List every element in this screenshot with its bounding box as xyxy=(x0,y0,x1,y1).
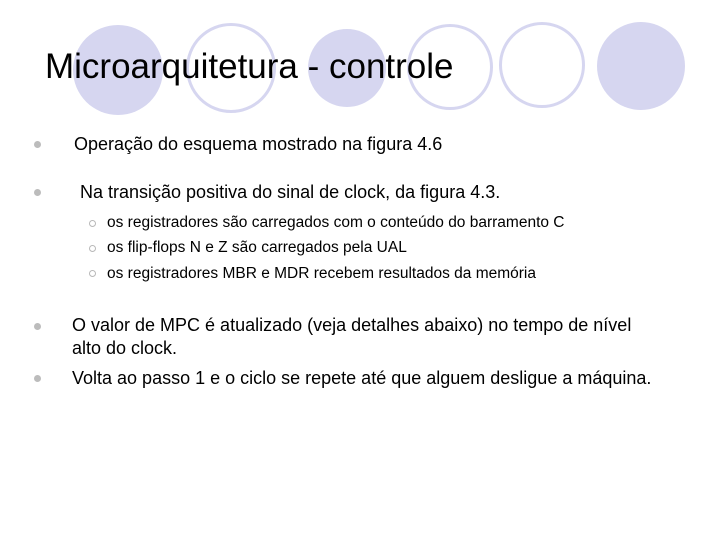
sub-bullet-text: os flip-flops N e Z são carregados pela UAL xyxy=(107,239,407,256)
slide-title: Microarquitetura - controle xyxy=(45,47,454,86)
bullet-dot-icon xyxy=(34,189,41,196)
sub-bullet-text: os registradores MBR e MDR recebem resultados da memória xyxy=(107,265,536,282)
bullet-dot-icon xyxy=(34,141,41,148)
sub-bullet-circle-icon xyxy=(89,220,96,227)
bullet-text: Operação do esquema mostrado na figura 4.6 xyxy=(74,134,443,154)
bullet-text: O valor de MPC é atualizado (veja detalhes abaixo) no tempo de nível alto do clock. xyxy=(72,315,632,358)
bullet-dot-icon xyxy=(34,375,41,382)
sub-bullet-circle-icon xyxy=(89,270,96,277)
bullet-text: Volta ao passo 1 e o ciclo se repete até que alguem desligue a máquina. xyxy=(72,368,652,388)
bullet-text: Na transição positiva do sinal de clock, da figura 4.3. xyxy=(80,182,501,202)
decorative-circle-outline xyxy=(499,22,585,108)
bullet-dot-icon xyxy=(34,323,41,330)
sub-bullet-circle-icon xyxy=(89,245,96,252)
sub-bullet-text: os registradores são carregados com o conteúdo do barramento C xyxy=(107,214,565,231)
decorative-circle-filled xyxy=(597,22,685,110)
